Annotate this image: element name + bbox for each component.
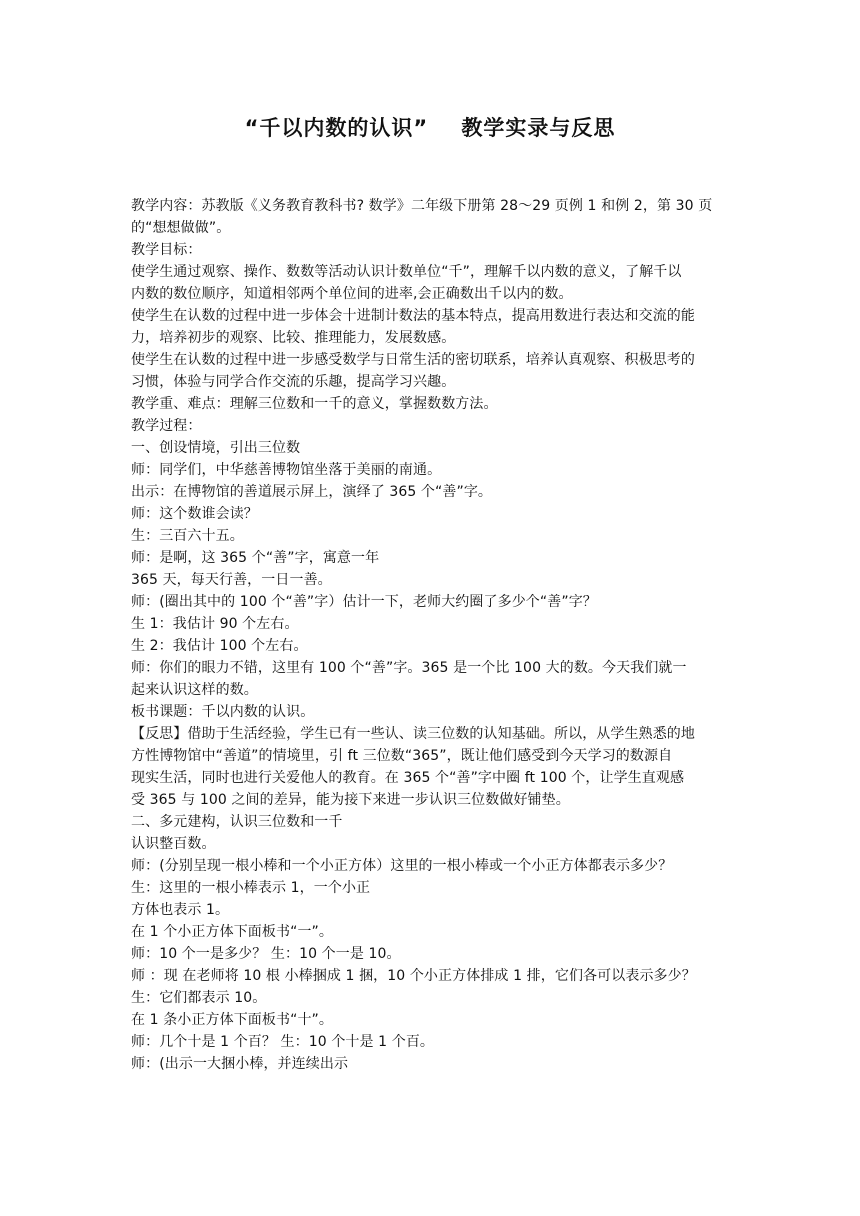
body-line: 板书课题：千以内数的认识。	[131, 704, 315, 720]
body-line: 师：你们的眼力不错，这里有 100 个“善”字。365 是一个比 100 大的数。今天我们就一	[131, 660, 687, 676]
body-line: 二、多元建构，认识三位数和一千	[131, 814, 343, 830]
body-line: 生：它们都表示 10。	[131, 990, 267, 1006]
body-line: 师：这个数谁会读？	[131, 506, 258, 522]
body-line: 一、创设情境，引出三位数	[131, 440, 301, 456]
body-line: 在 1 条小正方体下面板书“十”。	[131, 1012, 334, 1028]
body-line: 认识整百数。	[131, 836, 216, 852]
document-body	[131, 195, 735, 1075]
document-title: “千以内数的认识” 教学实录与反思	[244, 116, 616, 140]
body-line: 【反思】借助于生活经验，学生已有一些认、读三位数的认知基础。所以，从学生熟悉的地	[131, 726, 695, 742]
body-line: 生：这里的一根小棒表示 1，一个小正	[131, 880, 371, 896]
body-line: 师：10 个一是多少？ 生：10 个一是 10。	[131, 946, 401, 962]
body-line: 习惯，体验与同学合作交流的乐趣，提高学习兴趣。	[131, 374, 456, 390]
body-line: 师：(分别呈现一根小棒和一个小正方体）这里的一根小棒或一个小正方体都表示多少？	[131, 858, 673, 874]
body-line: 在 1 个小正方体下面板书“一”。	[131, 924, 334, 940]
body-line: 方性博物馆中“善道”的情境里，引 ft 三位数“365”，既让他们感受到今天学习的数源自	[131, 748, 673, 764]
body-line: 使学生在认数的过程中进一步感受数学与日常生活的密切联系，培养认真观察、积极思考的	[131, 352, 695, 368]
body-line: 受 365 与 100 之间的差异，能为接下来进一步认识三位数做好铺垫。	[131, 792, 570, 808]
body-line: 现实生活，同时也进行关爱他人的教育。在 365 个“善”字中圈 ft 100 个，让学生直观感	[131, 770, 685, 786]
body-line: 教学过程：	[131, 418, 202, 434]
body-line: 教学重、难点：理解三位数和一千的意义，掌握数数方法。	[131, 396, 498, 412]
body-line: 使学生在认数的过程中进一步体会十进制计数法的基本特点，提高用数进行表达和交流的能	[131, 308, 695, 324]
body-line: 师：几个十是 1 个百？ 生：10 个十是 1 个百。	[131, 1034, 435, 1050]
body-line: 师：是啊，这 365 个“善”字，寓意一年	[131, 550, 380, 566]
body-line: 365 天，每天行善，一日一善。	[131, 572, 332, 588]
body-line: 师：同学们，中华慈善博物馆坐落于美丽的南通。	[131, 462, 442, 478]
body-line: 起来认识这样的数。	[131, 682, 258, 698]
body-line: 师：(出示一大捆小棒，并连续出示	[131, 1056, 349, 1072]
body-line: 教学目标：	[131, 242, 202, 258]
body-line: 使学生通过观察、操作、数数等活动认识计数单位“千”，理解千以内数的意义，了解千以	[131, 264, 682, 280]
body-line: 教学内容：苏教版《义务教育教科书? 数学》二年级下册第 28～29 页例 1 和例 2，第 30 页	[131, 198, 713, 214]
body-line: 方体也表示 1。	[131, 902, 230, 918]
body-line: 生 2：我估计 100 个左右。	[131, 638, 308, 654]
body-line: 师 ：现 在老师将 10 根 小棒捆成 1 捆，10 个小正方体排成 1 排，它们各可以表示多少？	[131, 968, 696, 984]
body-line: 内数的数位顺序，知道相邻两个单位间的进率,会正确数出千以内的数。	[131, 286, 573, 302]
body-line: 的“想想做做”。	[131, 220, 231, 236]
body-line: 师：(圈出其中的 100 个“善”字）估计一下，老师大约圈了多少个“善”字？	[131, 594, 597, 610]
body-line: 力，培养初步的观察、比较、推理能力，发展数感。	[131, 330, 456, 346]
body-line: 生 1：我估计 90 个左右。	[131, 616, 299, 632]
body-line: 出示：在博物馆的善道展示屏上，演绎了 365 个“善”字。	[131, 484, 493, 500]
body-line: 生：三百六十五。	[131, 528, 244, 544]
